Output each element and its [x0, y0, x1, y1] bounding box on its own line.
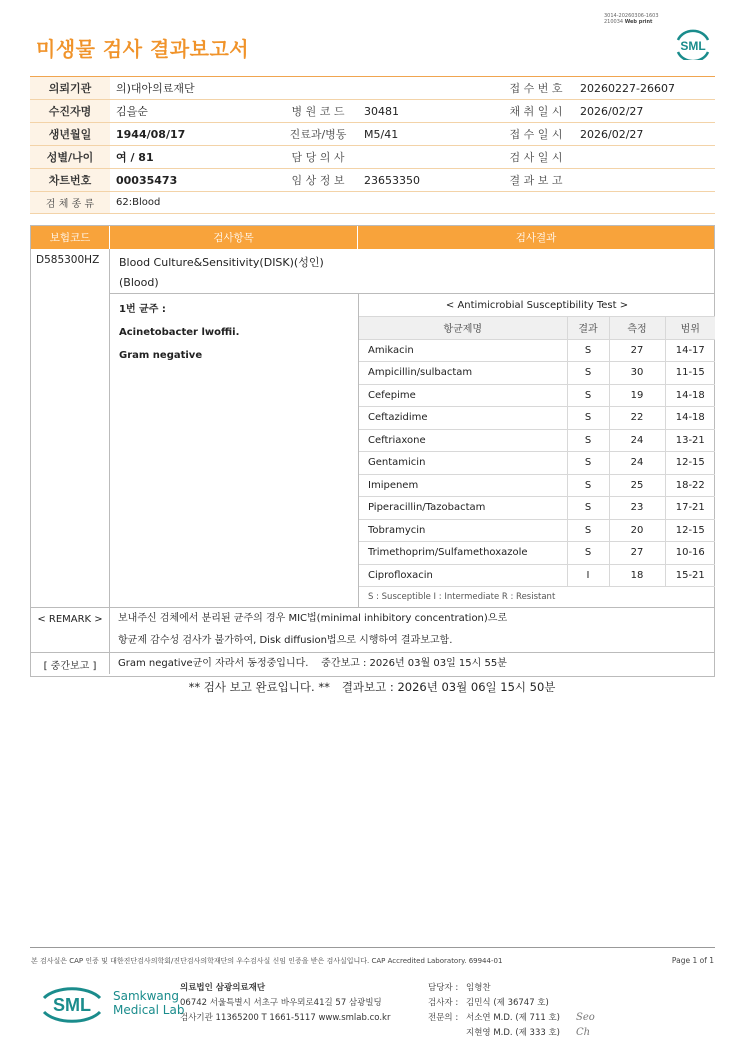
- sex-age-value: 여 / 81: [110, 146, 278, 169]
- drug-measure: 30: [609, 362, 665, 385]
- chart-no-label: 차트번호: [30, 169, 110, 192]
- drug-name: Gentamicin: [359, 452, 567, 475]
- remark-line2: 항균제 감수성 검사가 불가하여, Disk diffusion법으로 시행하여 결과보고함.: [118, 635, 453, 646]
- drug-measure: 19: [609, 384, 665, 407]
- clinical-value: 23653350: [358, 169, 498, 192]
- specialist-name-1: 서소연 M.D. (제 711 호): [466, 1013, 561, 1023]
- drug-range: 14-18: [665, 407, 715, 430]
- ast-col-result: 결과: [567, 317, 609, 340]
- ast-title: < Antimicrobial Susceptibility Test >: [359, 294, 715, 317]
- manager-name: 임형찬: [466, 983, 491, 993]
- drug-result: S: [567, 407, 609, 430]
- drug-measure: 22: [609, 407, 665, 430]
- reception-no-value: 20260227-26607: [574, 77, 715, 100]
- doctor-value: [358, 146, 498, 169]
- completion-report-time: 결과보고 : 2026년 03월 06일 15시 50분: [341, 680, 556, 694]
- tester-label: 검사자 :: [428, 998, 459, 1008]
- specimen-value: 62:Blood: [110, 192, 715, 214]
- drug-measure: 23: [609, 497, 665, 520]
- drug-range: 13-21: [665, 429, 715, 452]
- company-contact: 검사기관 11365200 T 1661-5117 www.smlab.co.kr: [180, 1013, 391, 1023]
- drug-range: 10-16: [665, 542, 715, 565]
- logo-wordmark: [113, 989, 184, 1017]
- sml-logo-icon: [672, 28, 714, 60]
- drug-range: 15-21: [665, 564, 715, 587]
- drug-name: Piperacillin/Tazobactam: [359, 497, 567, 520]
- drug-name: Cefepime: [359, 384, 567, 407]
- test-name: [119, 253, 324, 293]
- drug-result: S: [567, 497, 609, 520]
- result-header: [31, 226, 714, 249]
- sex-age-label: 성별/나이: [30, 146, 110, 169]
- sml-logo-text: SML: [680, 39, 706, 53]
- specialist-name-2: 지현영 M.D. (제 333 호): [466, 1028, 561, 1038]
- print-meta-line2: 210034: [604, 19, 624, 25]
- drug-measure: 20: [609, 519, 665, 542]
- interim-label: [ 중간보고 ]: [31, 653, 110, 674]
- drug-measure: 25: [609, 474, 665, 497]
- drug-measure: 27: [609, 339, 665, 362]
- signature-1: Seo: [576, 1012, 595, 1023]
- drug-name: Ceftriaxone: [359, 429, 567, 452]
- ast-col-drug: 항균제명: [359, 317, 567, 340]
- dept-label: 진료과/병동: [278, 123, 358, 146]
- test-date-value: [574, 146, 715, 169]
- specimen-label: 검 체 종 류: [30, 192, 110, 214]
- drug-result: S: [567, 384, 609, 407]
- remark-area: [31, 607, 714, 674]
- page-number: Page 1 of 1: [671, 956, 714, 965]
- manager-label: 담당자 :: [428, 983, 459, 993]
- drug-measure: 18: [609, 564, 665, 587]
- code-column: [31, 249, 110, 607]
- ast-row: [359, 564, 715, 587]
- logo-line2: Medical Lab: [113, 1003, 185, 1017]
- ast-row: [359, 474, 715, 497]
- ast-table: [359, 294, 715, 608]
- samkwang-logo-icon: [36, 982, 108, 1026]
- col-item-header: 검사항목: [110, 226, 358, 249]
- print-meta: [604, 13, 659, 25]
- reception-date-label: 접 수 일 시: [498, 123, 574, 146]
- signature: [576, 1010, 595, 1040]
- drug-result: S: [567, 474, 609, 497]
- ast-row: [359, 384, 715, 407]
- birth-label: 생년월일: [30, 123, 110, 146]
- ast-row: [359, 362, 715, 385]
- requester-label: 의뢰기관: [30, 77, 110, 100]
- drug-measure: 24: [609, 429, 665, 452]
- dept-value: M5/41: [358, 123, 498, 146]
- completion-line: [0, 679, 744, 695]
- drug-result: S: [567, 542, 609, 565]
- ast-row: [359, 497, 715, 520]
- organism-name: Acinetobacter lwoffii.: [119, 327, 240, 338]
- drug-range: 12-15: [665, 452, 715, 475]
- drug-name: Tobramycin: [359, 519, 567, 542]
- tester-name: 김민식 (제 36747 호): [466, 998, 549, 1008]
- ast-col-range: 범위: [665, 317, 715, 340]
- ast-row: [359, 452, 715, 475]
- drug-name: Ampicillin/sulbactam: [359, 362, 567, 385]
- reception-date-value: 2026/02/27: [574, 123, 715, 146]
- drug-result: I: [567, 564, 609, 587]
- print-meta-line1: 3014-20260306-1603: [604, 13, 659, 19]
- ast-legend: S : Susceptible I : Intermediate R : Resistant: [368, 592, 556, 603]
- staff-info: [428, 981, 560, 1041]
- drug-range: 11-15: [665, 362, 715, 385]
- drug-result: S: [567, 452, 609, 475]
- collection-date-label: 채 취 일 시: [498, 100, 574, 123]
- requester-value: 의)대아의료재단: [110, 77, 498, 100]
- organism-label: 1번 균주 :: [119, 304, 166, 315]
- drug-range: 12-15: [665, 519, 715, 542]
- remark-text: [110, 608, 507, 652]
- ast-col-measure: 측정: [609, 317, 665, 340]
- doctor-label: 담 당 의 사: [278, 146, 358, 169]
- interim-text: Gram negative균이 자라서 동정중입니다. 중간보고 : 2026년 03월 03일 15시 55분: [118, 658, 507, 669]
- drug-measure: 24: [609, 452, 665, 475]
- drug-range: 14-17: [665, 339, 715, 362]
- print-meta-label: Web print: [624, 19, 653, 25]
- company-address: 06742 서울특별시 서초구 바우뫼로41길 57 삼광빌딩: [180, 998, 382, 1008]
- report-label: 결 과 보 고: [498, 169, 574, 192]
- drug-range: 18-22: [665, 474, 715, 497]
- ast-row: [359, 519, 715, 542]
- hospital-code-label: 병 원 코 드: [278, 100, 358, 123]
- recipient-label: 수진자명: [30, 100, 110, 123]
- collection-date-value: 2026/02/27: [574, 100, 715, 123]
- drug-result: S: [567, 362, 609, 385]
- company-name: 의료법인 삼광의료재단: [180, 983, 266, 993]
- remark-row: [31, 608, 714, 652]
- test-date-label: 검 사 일 시: [498, 146, 574, 169]
- test-name-line1: Blood Culture&Sensitivity(DISK)(성인): [119, 256, 324, 269]
- organism-info: [119, 298, 239, 367]
- footer-note: 본 검사실은 CAP 인증 및 대한진단검사의학회/진단검사의학재단의 우수검사실 신임 인증을 받은 검사실입니다. CAP Accredited Laboratory. 69944-01: [31, 957, 503, 965]
- chart-no-value: 00035473: [110, 169, 278, 192]
- signature-2: Ch: [576, 1027, 591, 1038]
- ast-row: [359, 542, 715, 565]
- birth-value: 1944/08/17: [110, 123, 278, 146]
- drug-name: Ceftazidime: [359, 407, 567, 430]
- hospital-code-value: 30481: [358, 100, 498, 123]
- drug-name: Trimethoprim/Sulfamethoxazole: [359, 542, 567, 565]
- drug-result: S: [567, 429, 609, 452]
- test-name-line2: (Blood): [119, 276, 159, 289]
- drug-result: S: [567, 519, 609, 542]
- logo-sml-text: SML: [53, 995, 91, 1015]
- footer-divider: [30, 947, 715, 948]
- drug-range: 14-18: [665, 384, 715, 407]
- organism-gram: Gram negative: [119, 350, 203, 361]
- specialist-label: 전문의 :: [428, 1013, 459, 1023]
- report-value: [574, 169, 715, 192]
- result-section: [30, 225, 715, 677]
- insurance-code: D585300HZ: [36, 254, 100, 266]
- clinical-label: 임 상 정 보: [278, 169, 358, 192]
- drug-measure: 27: [609, 542, 665, 565]
- logo-line1: Samkwang: [113, 989, 179, 1003]
- patient-info-table: [30, 76, 715, 214]
- drug-name: Ciprofloxacin: [359, 564, 567, 587]
- ast-row: [359, 339, 715, 362]
- recipient-value: 김을순: [110, 100, 278, 123]
- company-info: [180, 981, 390, 1026]
- report-title: 미생물 검사 결과보고서: [36, 37, 250, 61]
- col-code-header: 보험코드: [31, 226, 110, 249]
- drug-result: S: [567, 339, 609, 362]
- remark-line1: 보내주신 검체에서 분리된 균주의 경우 MIC법(minimal inhibitory concentration)으로: [118, 613, 508, 624]
- ast-row: [359, 429, 715, 452]
- remark-label: < REMARK >: [31, 608, 110, 652]
- ast-row: [359, 407, 715, 430]
- drug-name: Imipenem: [359, 474, 567, 497]
- col-result-header: 검사결과: [515, 232, 557, 244]
- completion-text: ** 검사 보고 완료입니다. **: [188, 680, 330, 694]
- drug-name: Amikacin: [359, 339, 567, 362]
- reception-no-label: 접 수 번 호: [498, 77, 574, 100]
- drug-range: 17-21: [665, 497, 715, 520]
- interim-row: [31, 652, 714, 674]
